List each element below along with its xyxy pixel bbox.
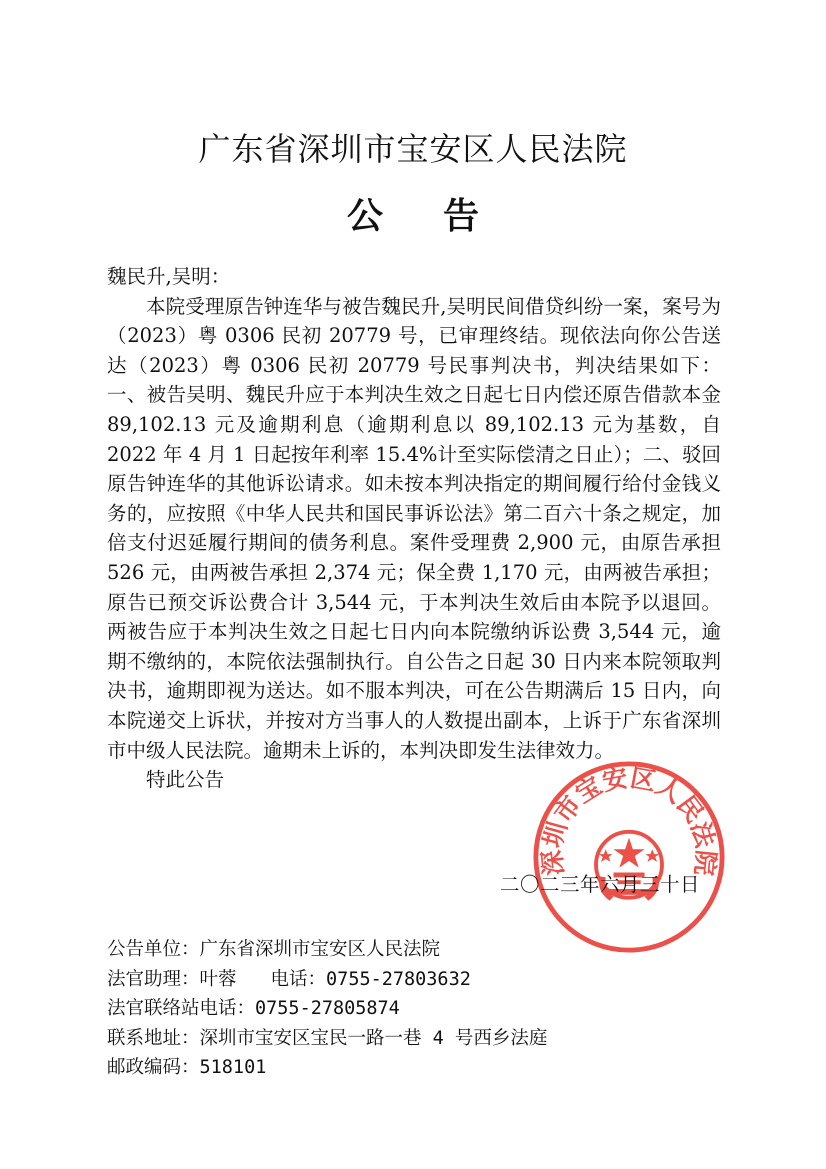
contact-footer bbox=[107, 935, 547, 1083]
closing-line: 特此公告 bbox=[146, 768, 225, 792]
phone-label: 电话： bbox=[270, 968, 327, 990]
phone-value: 0755-27803632 bbox=[326, 968, 471, 990]
issue-date: 二〇二三年六月三十日 bbox=[500, 873, 701, 896]
court-seal bbox=[532, 760, 726, 954]
issuer-value: 广东省深圳市宝安区人民法院 bbox=[199, 939, 441, 960]
assistant-row bbox=[107, 965, 547, 995]
postcode-row bbox=[107, 1053, 547, 1083]
station-phone-value: 0755-27805874 bbox=[255, 998, 400, 1019]
station-phone-label: 法官联络站电话： bbox=[107, 998, 256, 1019]
assistant-value: 叶蓉 bbox=[199, 968, 237, 990]
court-name: 广东省深圳市宝安区人民法院 bbox=[198, 130, 628, 168]
issuer-row bbox=[107, 935, 547, 965]
seal-text: 深圳市宝安区人民法院 bbox=[537, 763, 721, 877]
addressee: 魏民升,吴明： bbox=[107, 265, 231, 288]
issuer-label: 公告单位： bbox=[107, 939, 200, 960]
address-row bbox=[107, 1024, 547, 1054]
assistant-label: 法官助理： bbox=[107, 968, 200, 990]
postcode-value: 518101 bbox=[199, 1057, 267, 1078]
main-paragraph: 本院受理原告钟连华与被告魏民升,吴明民间借贷纠纷一案，案号为（2023）粤 0306 民初 20779 号，已审理终结。现依法向你公告送达（2023）粤 0306 民初 20779 号民事判决书，判决结果如下：一、被告吴明、魏民升应于本判决生效之日起七日内偿还原告借款本金 89,102.13 元及逾期利息（逾期利息以 89,102.13 元为基数，自 2022 年 4 月 1 日起按年利率 15.4%计至实际偿清之日止）；二、驳回原告钟连华的其他诉讼请求。如未按本判决指定的期间履行给付金钱义务的，应按照《中华人民共和国民事诉讼法》第二百六十条之规定，加倍支付迟延履行期间的债务利息。案件受理费 2,900 元，由原告承担 526 元，由两被告承担 2,374 元；保全费 1,170 元，由两被告承担；原告已预交诉讼费合计 3,544 元，于本判决生效后由本院予以退回。两被告应于本判决生效之日起七日内向本院缴纳诉讼费 3,544 元，逾期不缴纳的，本院依法强制执行。自公告之日起 30 日内来本院领取判决书，逾期即视为送达。如不服本判决，可在公告期满后 15 日内，向本院递交上诉状，并按对方当事人的人数提出副本，上诉于广东省深圳市中级人民法院。逾期未上诉的，本判决即发生法律效力。 bbox=[107, 294, 721, 762]
address-label: 联系地址： bbox=[107, 1027, 200, 1049]
notice-title: 公告 bbox=[346, 195, 539, 237]
postcode-label: 邮政编码： bbox=[107, 1057, 200, 1078]
address-value: 深圳市宝安区宝民一路一巷 4 号西乡法庭 bbox=[199, 1027, 548, 1049]
station-phone-row bbox=[107, 994, 547, 1024]
notice-body bbox=[107, 262, 721, 795]
